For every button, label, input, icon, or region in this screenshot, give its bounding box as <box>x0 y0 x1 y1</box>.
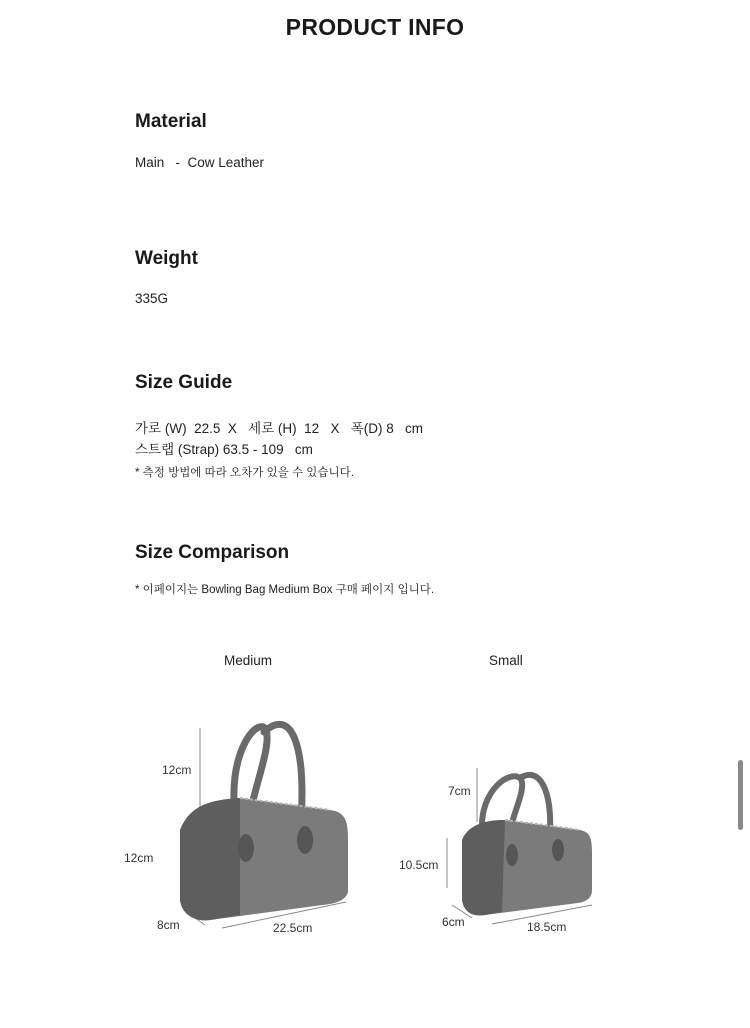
size-guide-note: * 측정 방법에 따라 오차가 있을 수 있습니다. <box>135 467 354 479</box>
small-label: Small <box>489 653 523 668</box>
page-title: PRODUCT INFO <box>285 14 465 40</box>
size-guide-strap: 스트랩 (Strap) 63.5 - 109 cm <box>135 442 313 457</box>
medium-bag-image <box>170 710 370 940</box>
size-comparison-note: * 이페이지는 Bowling Bag Medium Box 구매 페이지 입니다. <box>135 584 435 596</box>
medium-handle-height: 12cm <box>162 763 192 777</box>
medium-depth: 8cm <box>157 918 180 932</box>
medium-body-height: 12cm <box>124 851 154 865</box>
scrollbar-thumb[interactable] <box>738 760 743 830</box>
small-depth: 6cm <box>442 915 465 929</box>
size-comparison-heading: Size Comparison <box>135 542 290 563</box>
small-body-height: 10.5cm <box>399 858 439 872</box>
material-heading: Material <box>135 111 207 132</box>
small-width: 18.5cm <box>527 920 567 934</box>
medium-width: 22.5cm <box>273 921 313 935</box>
size-guide-dimensions: 가로 (W) 22.5 X 세로 (H) 12 X 폭(D) 8 cm <box>135 421 423 436</box>
medium-label: Medium <box>224 653 273 668</box>
small-handle-height: 7cm <box>448 784 471 798</box>
material-text: Main - Cow Leather <box>135 155 265 170</box>
weight-text: 335G <box>135 291 169 306</box>
weight-heading: Weight <box>135 248 198 269</box>
size-guide-heading: Size Guide <box>135 372 233 393</box>
